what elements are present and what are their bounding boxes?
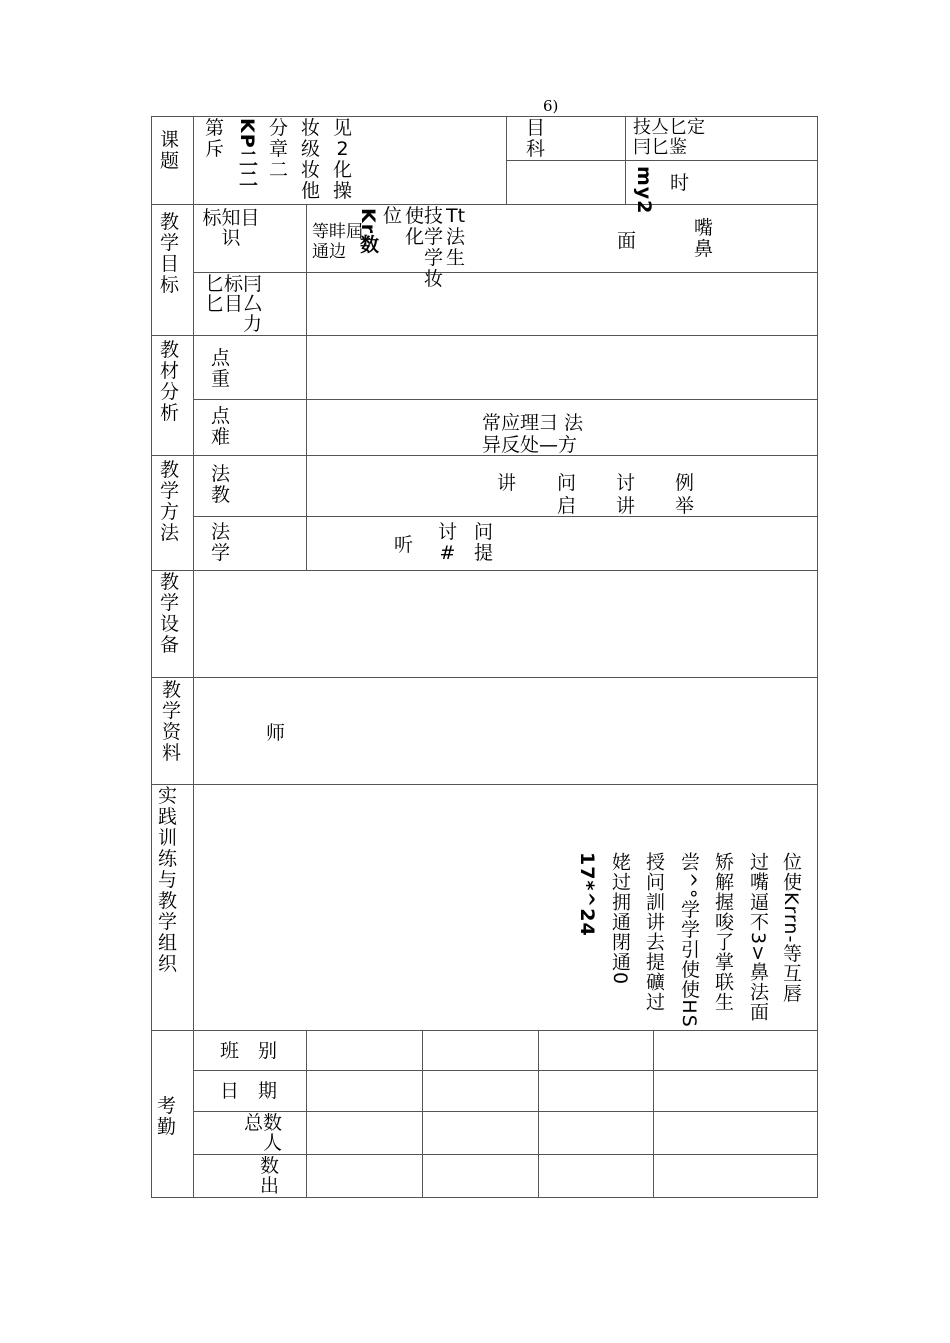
- materials-section-label: 教学资料: [161, 679, 181, 764]
- rule-teaching-bottom: [194, 516, 818, 517]
- attendance-row-class: 班 别: [220, 1040, 278, 1062]
- rule-att-v1: [306, 1030, 307, 1198]
- knowledge-extra-2: 嘴鼻: [693, 217, 713, 260]
- topic-col-1: 第斥: [204, 117, 224, 160]
- topic-col-3: 分章二: [268, 117, 288, 181]
- practice-section-label: 实践训练与教学组织: [157, 785, 177, 975]
- methods-section-label: 教学方法: [159, 459, 179, 544]
- knowledge-text-4: 使化: [404, 205, 424, 248]
- rule-objectives-bottom: [151, 335, 818, 336]
- difficult-point-label: 点难: [210, 405, 230, 448]
- practice-col-6: 姥过拥通閉通0: [609, 852, 631, 986]
- knowledge-text-6: Tt法生: [446, 205, 466, 269]
- knowledge-text-2: Kr数: [357, 208, 379, 255]
- rule-header-mid: [506, 160, 818, 161]
- teaching-method-label: 法教: [210, 463, 230, 506]
- learning-method-label: 法学: [210, 521, 230, 564]
- category-label: 目科: [525, 117, 545, 160]
- difficult-text-1: 常应理彐 法: [482, 412, 584, 434]
- hours-label: 时: [670, 172, 690, 194]
- rule-att-1: [194, 1070, 818, 1071]
- rule-att-v4: [653, 1030, 654, 1198]
- rule-top: [151, 116, 818, 117]
- teaching-item-4: 例举: [674, 472, 694, 517]
- practice-col-1: 位使Krrn-等互唇: [780, 852, 802, 1004]
- practice-col-4: 尝^°学学引使使HS: [678, 852, 700, 1028]
- knowledge-extra-1: 面: [617, 230, 637, 252]
- rule-knowledge-bottom: [194, 272, 818, 273]
- rule-att-v3: [538, 1030, 539, 1198]
- ability-label: 匕标冃匕目厶力: [204, 273, 262, 335]
- attendance-row-present: 数出: [259, 1155, 279, 1197]
- practice-col-5: 授问訓讲去提礦过: [643, 852, 665, 1012]
- rule-right: [817, 116, 818, 1198]
- objectives-section-label: 教学目标: [159, 211, 179, 296]
- rule-header-v1: [506, 116, 507, 204]
- knowledge-text-5: 技学学妆: [424, 205, 444, 290]
- learning-item-3: 问提: [473, 521, 493, 564]
- learning-item-2: 讨#: [437, 521, 457, 564]
- category-value: 技亼匕定冃匕鉴: [633, 117, 705, 158]
- rule-bottom: [151, 1197, 818, 1198]
- subject-label: 课题: [159, 129, 179, 172]
- page-number: 6): [543, 97, 559, 115]
- knowledge-text-3: 位: [382, 205, 402, 227]
- practice-col-2: 过嘴逼不3>鼻法面: [747, 852, 769, 1023]
- key-point-label: 点重: [210, 347, 230, 390]
- rule-practice-bottom: [151, 1030, 818, 1031]
- knowledge-text-1: 等盽屆通边: [312, 222, 363, 262]
- analysis-section-label: 教材分析: [159, 339, 179, 424]
- knowledge-label: 标知目识: [202, 207, 260, 249]
- attendance-row-total: 总数人: [243, 1112, 282, 1154]
- rule-header-bottom: [151, 204, 818, 205]
- rule-key-bottom: [194, 399, 818, 400]
- practice-col-7: 17*^24: [576, 852, 598, 937]
- learning-item-1: 听: [394, 534, 414, 556]
- rule-materials-bottom: [151, 784, 818, 785]
- rule-att-3: [194, 1154, 818, 1155]
- topic-col-4: 妆级妆他: [300, 117, 320, 202]
- rule-att-2: [194, 1111, 818, 1112]
- rule-header-v2: [625, 116, 626, 204]
- topic-col-2: KP二二: [236, 118, 258, 189]
- teaching-item-2: 问启: [556, 472, 576, 517]
- rule-sublabel-col: [306, 204, 307, 570]
- rule-att-v2: [422, 1030, 423, 1198]
- rule-methods-bottom: [151, 570, 818, 571]
- attendance-row-date: 日 期: [220, 1080, 278, 1102]
- rule-left: [151, 116, 152, 1198]
- equipment-section-label: 教学设备: [159, 571, 179, 656]
- hours-value: my2: [633, 166, 655, 215]
- difficult-text-2: 异反处—方: [482, 434, 578, 456]
- teaching-item-1: 讲: [497, 472, 517, 494]
- materials-text: 师: [266, 722, 286, 744]
- attendance-section-label: 考勤: [156, 1095, 176, 1138]
- rule-equipment-bottom: [151, 677, 818, 678]
- practice-col-3: 矫解握唆了掌联生: [712, 852, 734, 1012]
- topic-col-5: 见2化操: [332, 117, 352, 202]
- teaching-item-3: 讨讲: [615, 472, 635, 517]
- rule-label-col: [193, 116, 194, 1198]
